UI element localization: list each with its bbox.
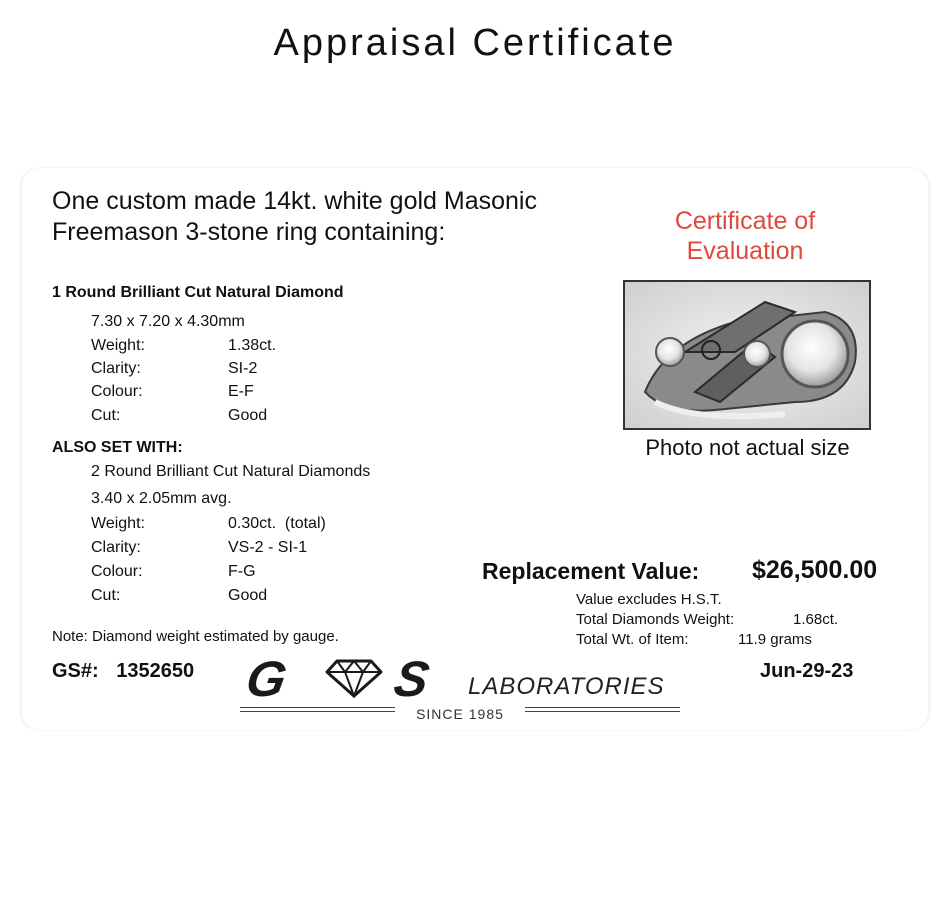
main-weight-value: 1.38ct. <box>228 337 277 354</box>
main-cut-label: Cut: <box>91 407 121 424</box>
side-weight-value: 0.30ct. (total) <box>228 515 326 532</box>
divider-right-2 <box>525 711 680 712</box>
main-colour-value: E-F <box>228 383 254 400</box>
description-line-1: One custom made 14kt. white gold Masonic <box>52 187 537 215</box>
main-stone-dimensions: 7.30 x 7.20 x 4.30mm <box>91 313 245 330</box>
total-item-value: 11.9 grams <box>738 631 812 648</box>
page-title: Appraisal Certificate <box>273 22 677 64</box>
photo-caption: Photo not actual size <box>645 435 850 460</box>
since-text: SINCE 1985 <box>416 706 504 722</box>
total-item-label: Total Wt. of Item: <box>576 631 689 648</box>
side-stones-heading: ALSO SET WITH: <box>52 439 183 456</box>
side-stones-description: 2 Round Brilliant Cut Natural Diamonds <box>91 463 371 480</box>
gs-number: 1352650 <box>116 660 195 682</box>
certificate-title-line-2: Evaluation <box>686 237 804 265</box>
tax-note: Value excludes H.S.T. <box>576 591 722 608</box>
divider-left <box>240 707 395 708</box>
replacement-value-label: Replacement Value: <box>482 558 700 584</box>
certificate-title-line-1: Certificate of <box>674 207 816 235</box>
gs-number-field <box>52 660 194 683</box>
certificate-date: Jun-29-23 <box>760 660 854 682</box>
ring-photo <box>623 280 871 430</box>
main-stone-heading: 1 Round Brilliant Cut Natural Diamond <box>52 284 344 301</box>
side-clarity-label: Clarity: <box>91 539 141 556</box>
logo-letter-g: G <box>242 651 291 707</box>
gs-label: GS#: <box>52 660 99 682</box>
side-weight-label: Weight: <box>91 515 145 532</box>
side-colour-value: F-G <box>228 563 256 580</box>
weight-note: Note: Diamond weight estimated by gauge. <box>52 628 339 645</box>
total-diamonds-value: 1.68ct. <box>793 611 839 628</box>
main-clarity-label: Clarity: <box>91 360 141 377</box>
certificate-title <box>630 206 860 266</box>
side-colour-label: Colour: <box>91 563 143 580</box>
main-cut-value: Good <box>228 407 268 424</box>
diamond-icon <box>323 658 385 698</box>
side-cut-value: Good <box>228 587 268 604</box>
side-clarity-value: VS-2 - SI-1 <box>228 539 308 556</box>
divider-left-2 <box>240 711 395 712</box>
main-weight-label: Weight: <box>91 337 145 354</box>
replacement-value: $26,500.00 <box>752 556 878 584</box>
description-line-2: Freemason 3-stone ring containing: <box>52 218 446 246</box>
gs-logo <box>242 651 470 707</box>
laboratories-text: LABORATORIES <box>468 673 665 700</box>
side-stones-dimensions: 3.40 x 2.05mm avg. <box>91 490 232 507</box>
logo-letter-s: S <box>390 651 434 707</box>
total-diamonds-label: Total Diamonds Weight: <box>576 611 735 628</box>
ring-illustration <box>625 282 869 428</box>
side-cut-label: Cut: <box>91 587 121 604</box>
item-description <box>52 186 537 248</box>
main-colour-label: Colour: <box>91 383 143 400</box>
main-clarity-value: SI-2 <box>228 360 258 377</box>
divider-right <box>525 707 680 708</box>
